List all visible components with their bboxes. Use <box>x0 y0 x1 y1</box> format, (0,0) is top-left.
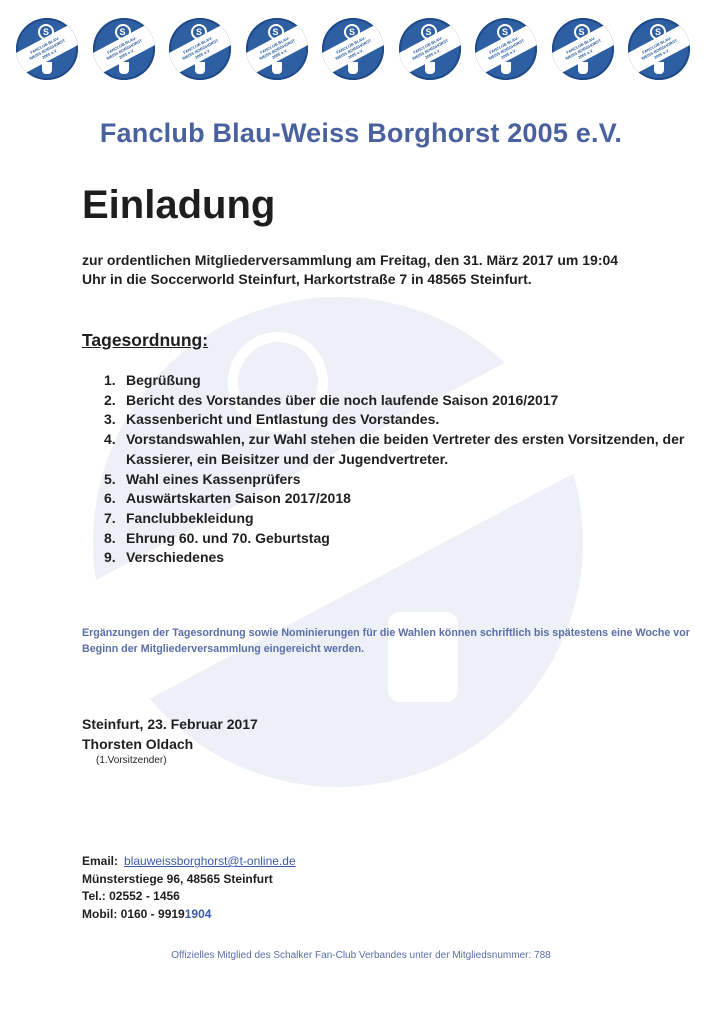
contact-block <box>82 853 296 923</box>
agenda-list <box>104 371 704 568</box>
agenda-item-text: Verschiedenes <box>126 549 225 566</box>
club-logo-icon: S FANCLUB BLAU-WEISS BORGHORST 2005 e.V. <box>628 18 690 80</box>
agenda-item-text: Kassenbericht und Entlastung des Vorstandes. <box>126 411 440 428</box>
signer-role: (1.Vorsitzender) <box>96 755 167 766</box>
agenda-item-number: 9. <box>104 549 116 566</box>
footer-text: Offizielles Mitglied des Schalker Fan-Club Verbandes unter der Mitgliedsnummer: 788 <box>171 950 551 961</box>
logo-band-text: FANCLUB BLAU-WEISS BORGHORST 2005 e.V. <box>640 35 679 62</box>
logo-band-text: FANCLUB BLAU-WEISS BORGHORST 2005 e.V. <box>28 35 67 62</box>
agenda-item-text: Bericht des Vorstandes über die noch laufende Saison 2016/2017 <box>126 391 559 408</box>
logo-band-text: FANCLUB BLAU-WEISS BORGHORST 2005 e.V. <box>104 35 143 62</box>
contact-address: Münsterstiege 96, 48565 Steinfurt <box>82 871 273 886</box>
club-logo-icon: S FANCLUB BLAU-WEISS BORGHORST 2005 e.V. <box>399 18 461 80</box>
agenda-item-number: 8. <box>104 529 116 546</box>
logo-row <box>16 18 690 80</box>
page-title: Einladung <box>82 183 276 227</box>
agenda-item <box>104 529 704 549</box>
agenda-item <box>104 410 704 430</box>
agenda-item-number: 1. <box>104 372 116 388</box>
logo-band-text: FANCLUB BLAU-WEISS BORGHORST 2005 e.V. <box>487 35 526 62</box>
contact-tel: Tel.: 02552 - 1456 <box>82 889 180 903</box>
signer-name: Thorsten Oldach <box>82 736 194 752</box>
agenda-item-text: Wahl eines Kassenprüfers <box>126 470 301 487</box>
mobil-prefix: Mobil: 0160 - 9919 <box>82 906 185 921</box>
agenda-item-number: 4. <box>104 431 116 448</box>
agenda-note: Ergänzungen der Tagesordnung sowie Nominierungen für die Wahlen können schriftlich bis spätestens eine Woche vor Beginn der Mitgliederversammlung eingereicht werden. <box>82 627 690 655</box>
agenda-item <box>104 470 704 490</box>
agenda-item <box>104 371 704 391</box>
logo-band-text: FANCLUB BLAU-WEISS BORGHORST 2005 e.V. <box>257 35 296 62</box>
contact-mobil <box>82 906 296 924</box>
agenda-item-number: 7. <box>104 509 116 526</box>
club-logo-icon: S FANCLUB BLAU-WEISS BORGHORST 2005 e.V. <box>93 18 155 80</box>
agenda-item-number: 3. <box>104 411 116 428</box>
agenda-title: Tagesordnung: <box>82 330 209 350</box>
contact-email-row <box>82 853 296 871</box>
club-logo-icon: S FANCLUB BLAU-WEISS BORGHORST 2005 e.V. <box>246 18 308 80</box>
agenda-item <box>104 430 704 469</box>
club-logo-icon: S FANCLUB BLAU-WEISS BORGHORST 2005 e.V. <box>16 18 78 80</box>
logo-band-text: FANCLUB BLAU-WEISS BORGHORST 2005 e.V. <box>563 35 602 62</box>
club-logo-icon: S FANCLUB BLAU-WEISS BORGHORST 2005 e.V. <box>322 18 384 80</box>
agenda-item-number: 5. <box>104 470 116 487</box>
place-date: Steinfurt, 23. Februar 2017 <box>82 716 258 732</box>
club-title: Fanclub Blau-Weiss Borghorst 2005 e.V. <box>99 118 623 148</box>
intro-text: zur ordentlichen Mitgliederversammlung am Freitag, den 31. März 2017 um 19:04 Uhr in die Soccerworld Steinfurt, Harkortstraße 7 in 48565 Steinfurt. <box>82 252 619 287</box>
agenda-item-number: 6. <box>104 490 116 507</box>
agenda-item <box>104 391 704 411</box>
agenda-item-text: Auswärtskarten Saison 2017/2018 <box>126 490 351 507</box>
agenda-item <box>104 509 704 529</box>
club-logo-icon: S FANCLUB BLAU-WEISS BORGHORST 2005 e.V. <box>475 18 537 80</box>
agenda-item-text: Begrüßung <box>126 372 201 388</box>
agenda-item <box>104 489 704 509</box>
logo-band-text: FANCLUB BLAU-WEISS BORGHORST 2005 e.V. <box>334 35 373 62</box>
agenda-item-text: Ehrung 60. und 70. Geburtstag <box>126 529 330 546</box>
agenda-item <box>104 548 704 568</box>
logo-band-text: FANCLUB BLAU-WEISS BORGHORST 2005 e.V. <box>410 35 449 62</box>
agenda-item-number: 2. <box>104 391 116 408</box>
email-label: Email: <box>82 854 119 868</box>
agenda-item-text: Vorstandswahlen, zur Wahl stehen die beiden Vertreter des ersten Vorsitzenden, der Kassierer, ein Beisitzer und der Jugendvertreter. <box>126 431 685 467</box>
mobil-suffix: 1904 <box>184 906 212 921</box>
logo-band-text: FANCLUB BLAU-WEISS BORGHORST 2005 e.V. <box>181 35 220 62</box>
club-logo-icon: S FANCLUB BLAU-WEISS BORGHORST 2005 e.V. <box>169 18 231 80</box>
club-logo-icon: S FANCLUB BLAU-WEISS BORGHORST 2005 e.V. <box>552 18 614 80</box>
email-link[interactable]: blauweissborghorst@t-online.de <box>124 854 296 868</box>
agenda-item-text: Fanclubbekleidung <box>126 509 254 526</box>
